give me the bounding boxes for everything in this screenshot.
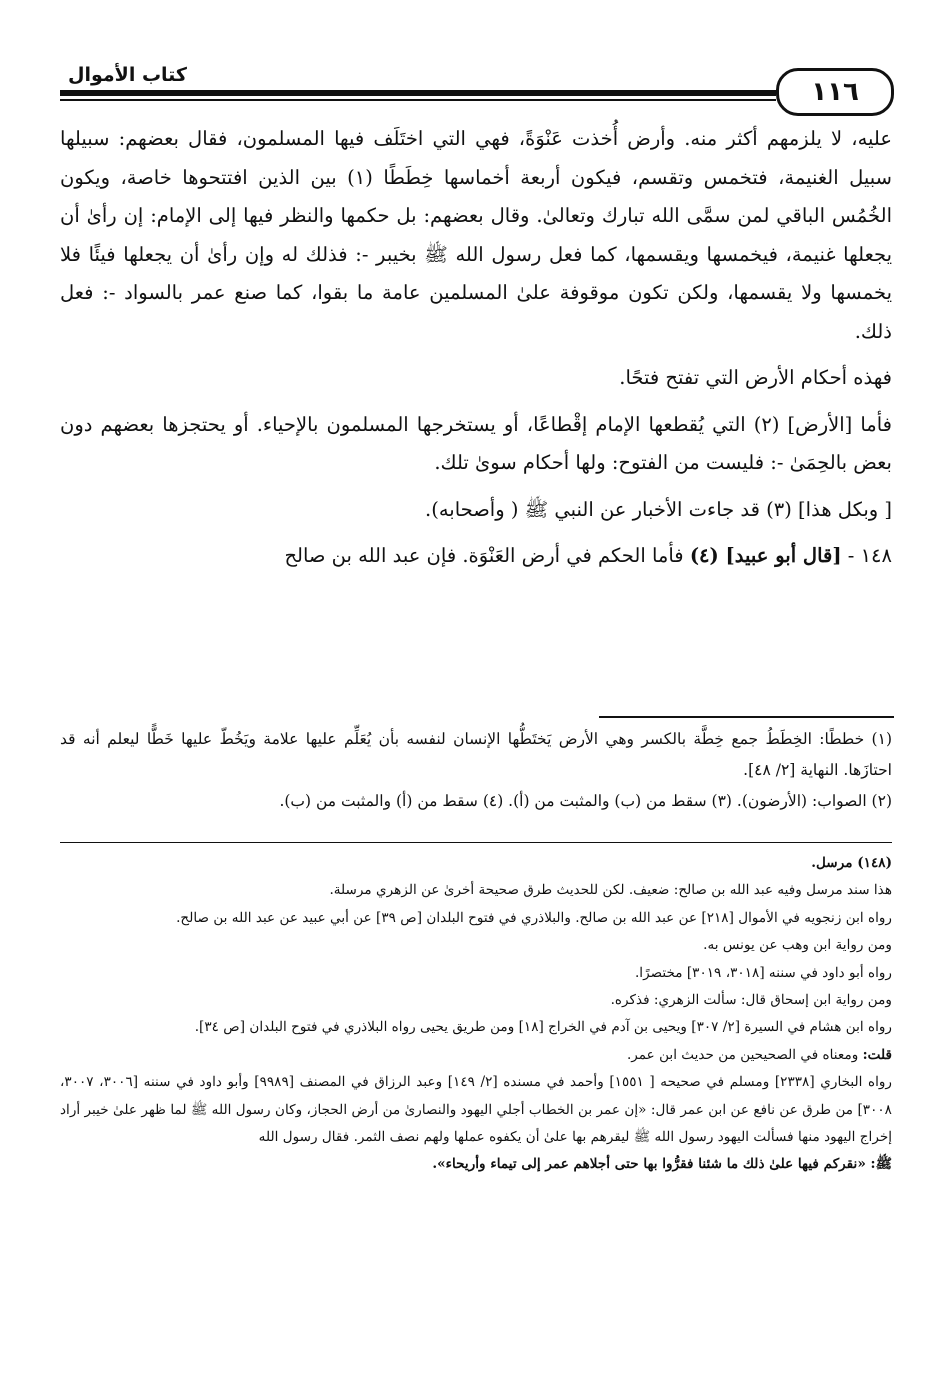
paragraph-conquest-lands: عليه، لا يلزمهم أكثر منه. وأرض أُخذت عَنْوَةً، فهي التي اختَلَف فيها المسلمون، فقال بعضهم: سبيلها سبيل الغنيمة، فتخمس وتقسم، فيكون أربعة أخماسها خِطَطًا (١) بين الذين افتتحوها خاصة، ويكون الخُمُس الباقي لمن سمَّى الله تبارك وتعالىٰ. وقال بعضهم: بل حكمها والنظر فيها إلى الإمام: إن رأىٰ أن يجعلها غنيمة، فيخمسها ويقسمها، كما فعل رسول الله ﷺ بخيبر -: فذلك له وإن رأىٰ أن يجعلها فيئًا فلا يخمسها ولا يقسمها، ولكن تكون موقوفة علىٰ المسلمين عامة ما بقوا، كما صنع عمر بالسواد -: فعل ذلك. — [60, 127, 892, 343]
footnote-separator — [599, 716, 894, 718]
takhrij-separator — [60, 842, 892, 843]
footnote-1: (١) خططًا: الخِطَطُ جمع خِطَّة بالكسر وهي الأرض يَختَطُّها الإنسان لنفسه بأن يُعَلِّم عليها علامة ويَخُطّ عليها خَطًّا ليعلم أنه قد احتازَها. النهاية [٢/ ٤٨]. — [60, 730, 892, 779]
qultu-text: ومعناه في الصحيحين من حديث ابن عمر. — [626, 1046, 859, 1063]
paragraph-148 — [60, 537, 892, 576]
header-rule-thin — [60, 99, 776, 101]
paragraph-summary: فهذه أحكام الأرض التي تفتح فتحًا. — [619, 366, 892, 389]
page-header — [60, 64, 894, 114]
takhrij-line: رواه ابن هشام في السيرة [٢/ ٣٠٧] ويحيى بن آدم في الخراج [١٨] ومن طريق يحيى رواه البلاذري في فتوح البلدان [ص ٣٤]. — [194, 1019, 892, 1036]
takhrij-line: هذا سند مرسل وفيه عبد الله بن صالح: ضعيف. لكن للحديث طرق صحيحة أخرىٰ عن الزهري مرسلة. — [329, 882, 892, 899]
header-rule-thick — [60, 90, 776, 96]
takhrij-hadith-quote: ﷺ: «نقركم فيها علىٰ ذلك ما شئنا فقرُّوا بها حتى أجلاهم عمر إلى تيماء وأريحاء». — [432, 1156, 892, 1173]
takhrij-line: رواه أبو داود في سننه [٣٠١٨، ٣٠١٩] مختصرًا. — [634, 964, 892, 981]
hadith-number: ١٤٨ - — [847, 544, 892, 567]
page-number: ١١٦ — [811, 77, 859, 107]
takhrij-heading: (١٤٨) مرسل. — [811, 855, 892, 871]
paragraph-reports: [ وبكل هذا] (٣) قد جاءت الأخبار عن النبي ﷺ ( وأصحابه). — [425, 497, 892, 521]
abu-ubaid-label: [قال أبو عبيد] (٤) — [689, 544, 842, 567]
page-number-badge — [776, 68, 894, 116]
takhrij-line: ومن رواية ابن إسحاق قال: سألت الزهري: فذكره. — [610, 992, 892, 1009]
takhrij-line: رواه ابن زنجويه في الأموال [٢١٨] عن عبد الله بن صالح. والبلاذري في فتوح البلدان [ص ٣٩] عن أبي عبيد عن عبد الله بن صالح. — [176, 909, 892, 926]
takhrij-line: رواه البخاري [٢٣٣٨] ومسلم في صحيحه [ ١٥٥١] وأحمد في مسنده [٢/ ١٤٩] وعبد الرزاق في المصنف [٩٩٨٩] وأبو داود في سننه [٣٠٠٦، ٣٠٠٧، ٣٠٠٨] من طرق عن نافع عن ابن عمر قال: «إن عمر بن الخطاب أجلي اليهود والنصارىٰ من أرض الحجاز، وكان رسول الله ﷺ لما ظهر علىٰ خيبر أراد إخراج اليهود منها فسألت اليهود رسول الله ﷺ ليقرهم بها علىٰ أن يكفوه عملها ولهم نصف الثمر. فقال رسول الله — [60, 1074, 892, 1146]
footnotes — [60, 724, 892, 817]
paragraph-granted-lands: فأما [الأرض] (٢) التي يُقطعها الإمام إقْطاعًا، أو يستخرجها المسلمون بالإحياء. أو يحتجزها بعضهم دون بعض بالحِمَىٰ -: فليست من الفتوح: ولها أحكام سوىٰ تلك. — [60, 412, 892, 474]
footnote-2-4: (٢) الصواب: (الأرضون). (٣) سقط من (ب) والمثبت من (أ). (٤) سقط من (أ) والمثبت من (ب). — [279, 792, 892, 810]
qultu-label: قلت: — [862, 1046, 892, 1063]
paragraph-148-text: فأما الحكم في أرض العَنْوَة. فإن عبد الله بن صالح — [284, 544, 684, 567]
takhrij-line — [60, 1042, 892, 1069]
main-text — [60, 120, 892, 576]
running-title: كتاب الأموال — [60, 64, 195, 86]
takhrij-section — [60, 850, 892, 1179]
takhrij-line: ومن رواية ابن وهب عن يونس به. — [703, 937, 892, 954]
